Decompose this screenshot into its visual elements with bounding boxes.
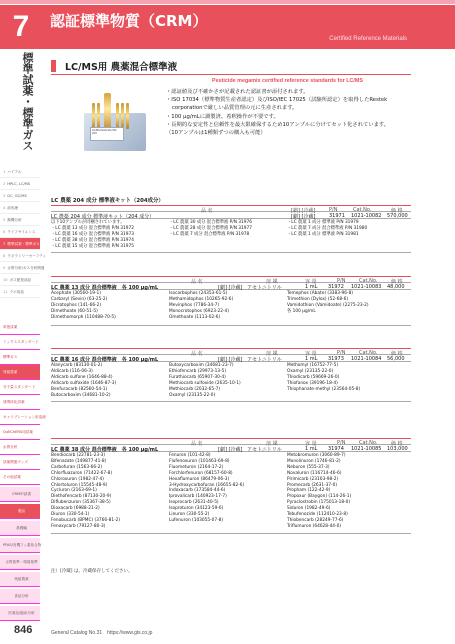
product-row [51,445,411,452]
product-name: LC 農薬 38 成分 混合標準液 各 100 μg/mL [51,446,159,453]
section-marker [51,60,56,72]
ingredient: Methiocarb (2032-65-7) [169,386,221,392]
ingredient: Aldicarb sulfoxide (1646-87-3) [51,380,117,386]
ingredient: Flufenoxuron (101463-69-8) [169,458,230,464]
ingredients [51,362,411,402]
ingredient: Triflumuron (64628-44-0) [287,523,342,529]
product-vol: 1 mL [305,355,318,362]
kit-contents-col2 [169,220,252,238]
side-nav-item[interactable] [0,250,47,262]
ingredient: Dioxacarb (6988-21-2) [51,506,100,512]
vertical-category-label: 標準試薬・標準ガス [21,52,34,151]
ingredient: Ethiofencarb (29973-13-5) [169,368,227,374]
ingredient: Carbofuran (1563-66-2) [51,464,103,470]
ingredient: Promecarb (2631-37-0) [287,482,338,488]
kit-storage: [劇] [冷蔵] [291,213,316,220]
ingredient: Dimethomorph (110488-70-5) [51,314,116,320]
ingredient: Trimethion (Dylox) (52-68-6) [287,296,349,302]
ingredient: Carbaryl (Sevin) (63-25-2) [51,296,108,302]
ingredient: 各 100 μg/mL [287,308,316,314]
table-header-row [51,438,411,445]
header-solvent: 容 量 [305,350,317,357]
kit-label: LC/MS Pesticide Mix 204 [90,127,124,141]
table-header-row [51,348,411,355]
ingredient: Isocarbophos (24353-61-5) [169,291,228,296]
side-nav-item[interactable] [0,286,40,298]
ingredient: Alanycarb (83130-01-2) [51,363,103,368]
section-subtitle-en: Pesticide megamix certified reference standards for LC/MS [212,78,363,84]
ingredient: Diuron (330-54-1) [51,512,90,518]
ingredient: Oxamyl (23135-22-0) [169,392,216,398]
content-line: ・LC 農薬 15 成分 混合標準液 P/N 31975 [51,243,134,249]
ingredient: Aldicarb (116-06-3) [51,368,93,374]
side-nav-num: 8 [3,254,6,258]
header-storage: [劇] [冷蔵] [291,207,316,214]
side-nav2-item[interactable]: 残留農薬 [0,365,40,380]
ingredient: Thiodicarb (59669-26-0) [287,374,340,380]
top-accent-bar [0,0,455,4]
ingredient: Linuron (330-55-2) [169,512,210,518]
ingredients-col1 [51,363,116,398]
ingredient: Forchlorfenuron (68157-60-8) [169,470,233,476]
side-nav-item[interactable] [0,214,40,226]
header-storage: 溶 媒 [266,440,278,447]
product-pn: 31974 [328,445,344,452]
kit-header-row [51,205,411,212]
product-table [51,276,411,326]
product-name: LC 農薬 13 成分 混合標準液 各 100 μg/mL [51,284,159,291]
side-nav3-item[interactable]: PFAS/有機フッ素化合物 [0,538,40,553]
side-nav-num: 2 [3,182,6,186]
header-name: 品 名 [191,350,203,357]
kit-cat: 1021-10082 [351,212,382,219]
page-number: 846 [14,624,33,636]
header-vol: P/N [337,349,346,356]
ingredient: Chlortoluron (15545-48-9) [51,482,108,488]
ingredient: Pirimicarb (23103-98-2) [287,476,339,482]
chapter-header [42,5,455,49]
product-row [51,283,411,290]
side-nav2-item[interactable]: 試薬関連グッズ [0,455,40,470]
product-storage: [劇] [冷蔵] [218,446,243,453]
header-price: 価 格 [391,350,403,357]
ingredient: Thiophanate-methyl (23564-05-8) [287,386,361,392]
side-nav3-item[interactable]: 製品 [0,504,40,519]
side-nav3-item[interactable]: 基礎編 [0,521,40,536]
feature-item: ・ISO 17034（標準物質生産者認定）及びISO/IEC 17025（試験所認定）を取得したRestek corporationで厳しい品質管理の元に生産されます。 [166,97,388,112]
product-vol: 1 mL [305,445,318,452]
ampoule [92,103,95,129]
side-nav3-item[interactable]: CRM申請書 [0,487,40,502]
side-nav-item[interactable] [0,238,40,250]
side-nav-item[interactable] [0,274,40,286]
header-pn: P/N [329,206,338,213]
product-pn: 31973 [328,355,344,362]
side-nav2-item[interactable]: その他試薬 [0,470,40,485]
kit-price: 570,000 [387,212,408,219]
side-nav-label: ガス配管部品 [9,278,32,282]
side-nav-label: ラボラトリーセーフティ [7,254,47,258]
ingredient: Fenuron (101-42-8) [169,453,211,458]
ingredient: Acephate (30560-19-1) [51,291,101,296]
ingredient: Aldicarb sulfone (1646-88-4) [51,374,113,380]
ingredient: Diethofencarb (87130-20-9) [51,494,112,500]
ingredients-col3 [287,453,351,530]
ampoule [116,103,119,129]
ingredients-col1 [51,291,116,321]
ingredient: Hexaflumuron (86479-06-3) [169,476,230,482]
side-nav-num: 1 [3,170,6,174]
side-nav2-item[interactable]: 標準ガス [0,350,40,365]
kit-contents-col3 [287,220,367,238]
ingredients-col1 [51,453,120,530]
side-nav2-item[interactable]: キャリブレーション用溶液 [0,410,40,425]
product-price: 48,000 [387,283,405,290]
ingredients-col3 [287,363,360,393]
header-pn: Cat.No. [359,439,378,446]
ingredient: Benfuracarb (82560-54-1) [51,386,108,392]
header-price: 価 格 [391,440,403,447]
side-nav-label: 無機分析 [7,218,22,222]
side-nav2-item[interactable]: QuEChERS用試薬 [0,425,40,440]
kit-table [51,196,411,253]
chapter-subtitle: Certified Reference Materials [329,36,407,42]
feature-item: ・長期的な安定性と信頼性を最大限確保するため10アンプルに分けてセット化されています。 [166,121,390,128]
footnote: 注）[冷蔵] は、冷蔵保存してください。 [51,569,133,574]
content-line: ・LC 農薬 7 成分 混合標準液 P/N 31980 [287,225,368,231]
feature-item: （10アンプルは1種類ずつの購入も可能） [166,130,266,137]
ingredients-col3 [287,291,369,315]
header-vol: P/N [337,277,346,284]
side-nav2-item[interactable]: 単独試薬 [0,320,40,335]
ingredient: Monolinuron (1746-81-2) [287,458,341,464]
product-table [51,438,411,534]
ingredient: Iprovalicarb (140923-17-7) [169,494,227,500]
ingredient: Propham (122-42-9) [287,488,331,494]
side-nav-label: 前処理 [7,206,19,210]
side-nav-secondary [0,320,46,621]
ingredients-col2 [169,363,241,398]
kit-title: LC 農薬 204 成分 標準液キット（204成分） [51,198,164,204]
section-rule [51,74,411,75]
content-line: ・LC 農薬 38 成分 混合標準液 P/N 31974 [51,237,134,243]
ingredient: Isoproturon (34123-59-6) [169,506,224,512]
ingredient: Fenoxycarb (79127-80-3) [51,523,106,529]
side-nav2-item[interactable]: 分子量スタンダード [0,380,40,395]
side-nav-item[interactable] [0,226,40,238]
ingredient: Novaluron (116714-46-6) [287,470,342,476]
ingredient: Pyraclostrobin (175013-18-0) [287,500,351,506]
side-nav-label: GC, GC/MS [7,194,27,198]
side-nav-num: 3 [3,194,6,198]
product-row [51,355,411,362]
content-line: ・LC 農薬 28 成分 混合標準液 P/N 31977 [169,225,252,231]
side-nav-num: 5 [3,218,6,222]
ingredient: Thiofanox (39196-18-4) [287,380,338,386]
ingredient: Dimethoate (60-51-5) [51,308,98,314]
product-photo [84,93,144,151]
table-header-row [51,276,411,283]
ingredient: Lufenuron (103055-07-8) [169,517,224,523]
ingredient: Isoprocarb (2631-40-5) [169,500,219,506]
header-cat: Cat.No. [353,206,372,213]
ingredient: Butoxycarboxim (34681-23-7) [169,363,234,368]
ingredient: 3-Hydroxycarbofuran (16655-82-6) [169,482,245,488]
section-title: LC/MS用 農薬混合標準液 [65,62,178,73]
chapter-title: 認証標準物質（CRM） [50,12,208,30]
side-nav-num: 9 [3,266,6,270]
side-nav-item[interactable] [0,166,40,178]
ingredient: Furathiocarb (65907-30-4) [169,374,226,380]
ingredients-col2 [169,453,244,524]
ampoule [121,103,124,129]
side-nav-num: 11 [3,290,8,294]
side-nav-item[interactable] [0,202,40,214]
ingredient: Methomyl (16752-77-5) [287,363,339,368]
content-line: ・LC 農薬 30 成分 混合標準液 P/N 31976 [169,220,252,225]
side-nav-num: 4 [3,206,6,210]
feature-item: ・100 μg/mLに調製済。希釈操作が不要です。 [166,113,279,120]
feature-list [166,88,411,137]
product-solvent: アセトニトリル [247,356,282,363]
ingredient: Oxamyl (23135-22-0) [287,368,334,374]
feature-item: ・認証値及び不確かさが記載された認証書が添付されます。 [166,89,309,95]
side-nav-num: 7 [3,242,6,246]
side-nav-label: 水質分析/ガス分析関連 [7,266,45,270]
header-pn: Cat.No. [359,277,378,284]
side-nav3-item[interactable]: 水質基準・環境基準 [0,555,40,570]
product-solvent: アセトニトリル [247,284,282,291]
side-nav2-item[interactable]: 誘導体化試薬 [0,395,40,410]
ingredients-col2 [169,291,233,321]
kit-pn: 31971 [329,212,345,219]
ingredient: Metobromuron (3060-89-7) [287,453,346,458]
side-nav-label: ライフサイエンス [7,230,36,234]
ingredient: Cycluron (2163-69-1) [51,488,97,494]
content-line: ・LC 農薬 13 成分 混合標準液 P/N 31972 [51,225,134,231]
header-name: 品 名 [201,207,213,214]
ingredient: Methamidophos (10265-92-6) [169,296,234,302]
ingredient: Chlorfluazuron (71422-67-8) [51,470,113,476]
ingredient: Omethoate (1113-02-6) [169,314,221,320]
header-vol: P/N [337,439,346,446]
header-price: 価 格 [391,278,403,285]
ingredient: Fluometuron (2164-17-2) [169,464,224,470]
side-nav-label: ラボ用品 [9,290,24,294]
kit-contents-col1 [51,220,134,250]
content-line: ・LC 農薬 1 成分 標準液 P/N 31979 [287,220,359,225]
side-nav3-item[interactable]: 医薬品/臨床分析 [0,606,40,621]
product-storage: [劇] [冷蔵] [218,284,243,291]
product-cat: 1021-10084 [351,355,382,362]
product-storage: [劇] [冷蔵] [218,356,243,363]
product-table [51,348,411,402]
ingredient: Mevinphos (7786-34-7) [169,302,220,308]
ingredient: Temephos (Abate) (3383-96-8) [287,291,353,296]
chapter-number: 7 [0,5,42,49]
side-nav2-item[interactable]: 水質分析 [0,440,40,455]
side-nav-label: HPLC, LC/MS [7,182,31,186]
kit-row [51,212,411,219]
header-name: 品 名 [191,278,203,285]
kit-contents [51,219,411,253]
ampoule [97,103,100,129]
header-storage: 溶 媒 [266,350,278,357]
side-nav-num: 6 [3,230,6,234]
product-cat: 1021-10085 [351,445,382,452]
content-line: 以下10アンプルが同梱されています。 [51,220,125,225]
ingredient: Butocarboxim (34681-10-2) [51,392,111,398]
ingredient: Bifenazate (149877-41-8) [51,458,107,464]
product-cat: 1021-10083 [351,283,382,290]
content-line: ・LC 農薬 16 成分 混合標準液 P/N 31973 [51,231,134,237]
header-storage: 溶 媒 [266,278,278,285]
ingredient: Bendiocarb (22781-23-3) [51,453,106,458]
header-name: 品 名 [191,440,203,447]
ingredients [51,290,411,326]
side-nav3-item[interactable]: 食品分析 [0,589,40,604]
side-nav2-item[interactable]: ミックススタンダード [0,335,40,350]
ingredient: Siduron (1982-49-6) [287,506,331,512]
ingredient: Thiobencarb (28249-77-6) [287,517,344,523]
content-line: ・LC 農薬 7 成分 混合標準液 P/N 31978 [169,231,250,237]
side-nav-item[interactable] [0,190,40,202]
product-pn: 31972 [328,283,344,290]
side-nav3-item[interactable]: 残留農薬 [0,572,40,587]
product-vol: 1 mL [305,283,318,290]
ingredient: Dicrotophos (141-66-2) [51,302,102,308]
ingredients [51,452,411,534]
ingredient: Chloroxuron (1982-47-4) [51,476,104,482]
ingredient: Diflubenzuron (35367-38-5) [51,500,111,506]
side-nav [0,166,47,298]
side-nav-label: バイアル [7,170,22,174]
ingredient: Propoxur (Baygon) (114-26-1) [287,494,352,500]
ingredient: Neburon (555-37-3) [287,464,330,470]
side-nav-num: 10 [3,278,8,282]
ingredient: Vamidothion (Vamidoate) (2275-23-2) [287,302,369,308]
side-nav-item[interactable] [0,178,40,190]
ingredient: Tebufenozide (112410-23-8) [287,512,348,518]
kit-name: LC 農薬 204 成分 標準液キット（204 成分） [51,213,155,220]
ingredient: Monocrotophos (6923-22-4) [169,308,229,314]
side-nav-label: 標準試薬・標準ガス [7,242,40,246]
header-solvent: 容 量 [305,440,317,447]
content-line: ・LC 農薬 1 成分 標準液 P/N 31981 [287,231,359,237]
header-solvent: 容 量 [305,278,317,285]
ingredient: Methiocarb sulfoxide (2635-10-1) [169,380,241,386]
section-header [51,58,411,74]
ingredient: Indoxacarb (173584-44-6) [169,488,226,494]
ingredient: Fenobucarb (BPMC) (3766-81-2) [51,517,121,523]
header-price: 価 格 [391,207,403,214]
side-nav-item[interactable] [0,262,45,274]
product-name: LC 農薬 16 成分 混合標準液 各 100 μg/mL [51,356,159,363]
catalog-info: General Catalog No.31 https://www.gls.co.jp [51,630,153,636]
product-price: 56,000 [387,355,405,362]
product-solvent: アセトニトリル [247,446,282,453]
product-price: 103,000 [387,445,408,452]
ampoule [126,103,129,129]
header-pn: Cat.No. [359,349,378,356]
